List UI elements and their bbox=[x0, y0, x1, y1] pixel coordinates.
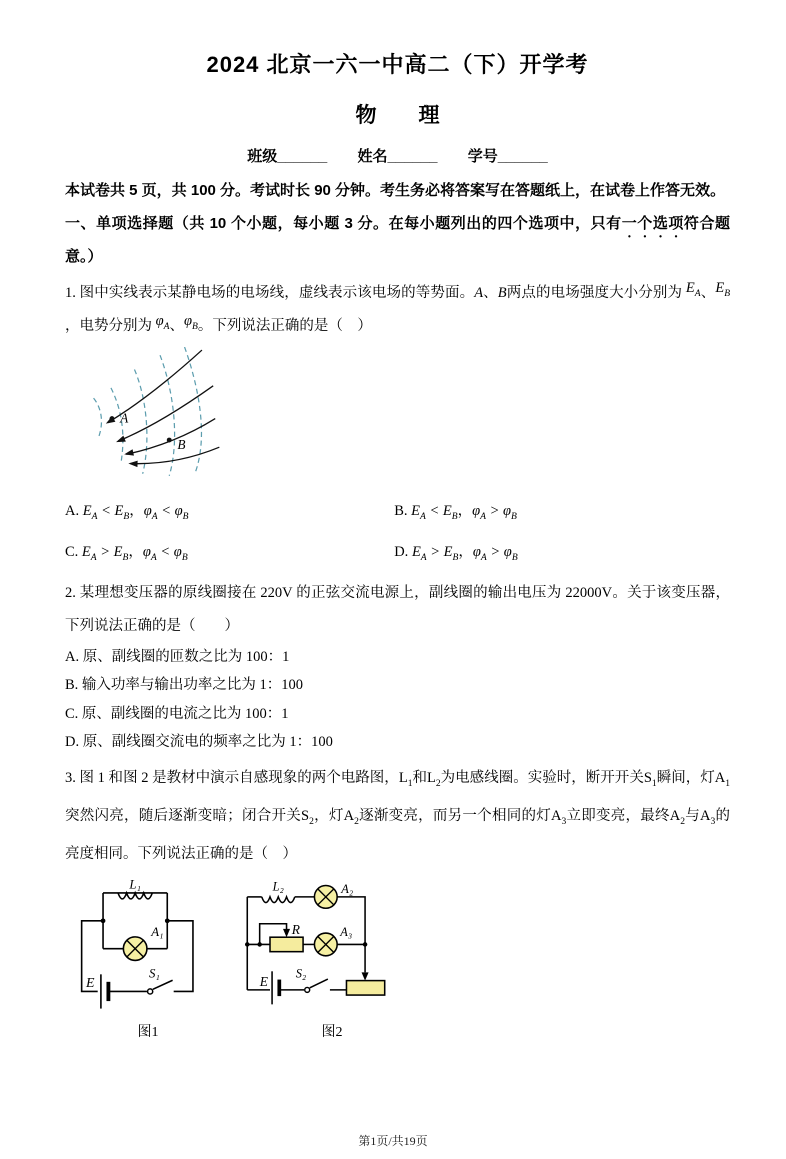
q2-option-b: B. 输入功率与输出功率之比为 1：100 bbox=[65, 677, 304, 694]
junction-dot bbox=[101, 918, 106, 923]
junction-dot bbox=[363, 942, 368, 947]
rheostat-bottom-icon bbox=[346, 980, 384, 994]
label-L2: L₂ bbox=[272, 879, 284, 894]
switch-pivot-icon bbox=[305, 987, 310, 992]
student-info-row bbox=[65, 145, 730, 166]
name-label: 姓名 bbox=[357, 148, 388, 165]
label-L1: L₁ bbox=[129, 877, 141, 892]
q1-option-b: B. $E_A < E_B$，$\varphi_A > \varphi_B$ bbox=[394, 503, 517, 522]
subject-title: 物 理 bbox=[355, 104, 440, 127]
class-label: 班级 bbox=[247, 148, 278, 165]
point-A-dot bbox=[110, 416, 115, 421]
junction-dot bbox=[257, 942, 262, 947]
studentid-field bbox=[468, 148, 548, 165]
inductor-coil-icon bbox=[262, 896, 295, 902]
field-lines-figure bbox=[79, 347, 284, 484]
q2-option-a: A. 原、副线圈的匝数之比为 100：1 bbox=[65, 648, 290, 665]
point-B-dot bbox=[167, 438, 172, 443]
question-1-text: 1. 图中实线表示某静电场的电场线，虚线表示该电场的等势面。A、B两点的电场强度大小分别为 $E_A$、$E_B$，电势分别为 $\varphi_A$、$\varphi_B$。下列说法正确的是（ ） bbox=[65, 280, 731, 334]
exam-instructions: 本试卷共 5 页，共 100 分。考试时长 90 分钟。考生务必将答案写在答题纸上，在试卷上作答无效。 bbox=[65, 182, 726, 199]
page-content bbox=[0, 48, 786, 1041]
page-number-footer: 第1页/共19页 bbox=[358, 1134, 428, 1148]
q2-option-c: C. 原、副线圈的电流之比为 100：1 bbox=[65, 705, 289, 722]
rheostat-R-icon bbox=[270, 937, 303, 951]
label-R: R bbox=[291, 921, 300, 937]
studentid-label: 学号 bbox=[467, 148, 498, 165]
class-blank: ______ bbox=[277, 148, 328, 165]
question-3-figures bbox=[73, 878, 730, 1041]
label-E2: E bbox=[259, 973, 268, 989]
circuit-figure-1 bbox=[73, 878, 223, 1015]
equipotential-lines bbox=[94, 347, 202, 476]
section1-heading-pre: 一、单项选择题（共 10 个小题，每小题 3 分。在每小题列出的四个选项中，只有 bbox=[65, 215, 622, 232]
exam-title: 2024 北京一六一中高二（下）开学考 bbox=[206, 52, 589, 77]
studentid-blank: ______ bbox=[497, 148, 548, 165]
question-2-options bbox=[65, 643, 730, 757]
q2-option-d: D. 原、副线圈交流电的频率之比为 1：100 bbox=[65, 734, 333, 751]
switch-pivot-icon bbox=[148, 988, 153, 993]
label-S2: S₂ bbox=[295, 966, 307, 981]
q1-option-d: D. $E_A > E_B$，$\varphi_A > \varphi_B$ bbox=[394, 543, 518, 563]
switch-blade-icon bbox=[310, 979, 328, 988]
name-field bbox=[357, 148, 437, 165]
label-A1: A₁ bbox=[151, 924, 164, 939]
section1-heading-emphasis: 一个选项 bbox=[621, 215, 684, 232]
circuit-figure-2-box bbox=[239, 878, 425, 1041]
figure-2-caption: 图2 bbox=[321, 1024, 343, 1040]
point-A-label: A bbox=[120, 410, 129, 426]
circuit-figure-1-box bbox=[73, 878, 223, 1041]
class-field bbox=[247, 148, 327, 165]
label-A3: A₃ bbox=[340, 924, 353, 939]
question-1-figure-wrap bbox=[79, 347, 730, 489]
junction-dot bbox=[245, 942, 250, 947]
inductor-coil-icon bbox=[118, 893, 152, 899]
question-3-text: 3. 图 1 和图 2 是教材中演示自感现象的两个电路图，$L_1$和$L_2$为电感线圈。实验时，断开开关$S_1$瞬间，灯$A_1$突然闪亮，随后逐渐变暗；闭合开关$S_2$，灯$A_2$逐渐变亮，而另一个相同的灯$A_3$立即变亮，最终$A_2$与$A_3$的亮度相同。下列说法正确的是（ ） bbox=[65, 769, 731, 862]
junction-dot bbox=[165, 918, 170, 923]
section1-heading-post: 符合题意。） bbox=[65, 215, 730, 265]
switch-blade-icon bbox=[153, 980, 173, 989]
circuit-figure-2 bbox=[239, 878, 425, 1015]
question-2-text: 2. 某理想变压器的原线圈接在 220V 的正弦交流电源上，副线圈的输出电压为 22000V。关于该变压器，下列说法正确的是（ ） bbox=[65, 584, 730, 634]
section1-heading bbox=[65, 208, 730, 272]
label-E1: E bbox=[85, 975, 95, 991]
figure-1-caption: 图1 bbox=[137, 1024, 159, 1040]
q1-option-c: C. $E_A > E_B$，$\varphi_A < \varphi_B$ bbox=[65, 543, 188, 563]
label-A2: A₂ bbox=[341, 881, 354, 896]
label-S1: S₁ bbox=[148, 966, 160, 981]
point-B-label: B bbox=[177, 437, 186, 453]
question-1-options bbox=[65, 498, 730, 571]
exam-page bbox=[0, 48, 786, 1159]
q1-option-a: A. $E_A < E_B$，$\varphi_A < \varphi_B$ bbox=[65, 503, 189, 522]
name-blank: ______ bbox=[387, 148, 438, 165]
